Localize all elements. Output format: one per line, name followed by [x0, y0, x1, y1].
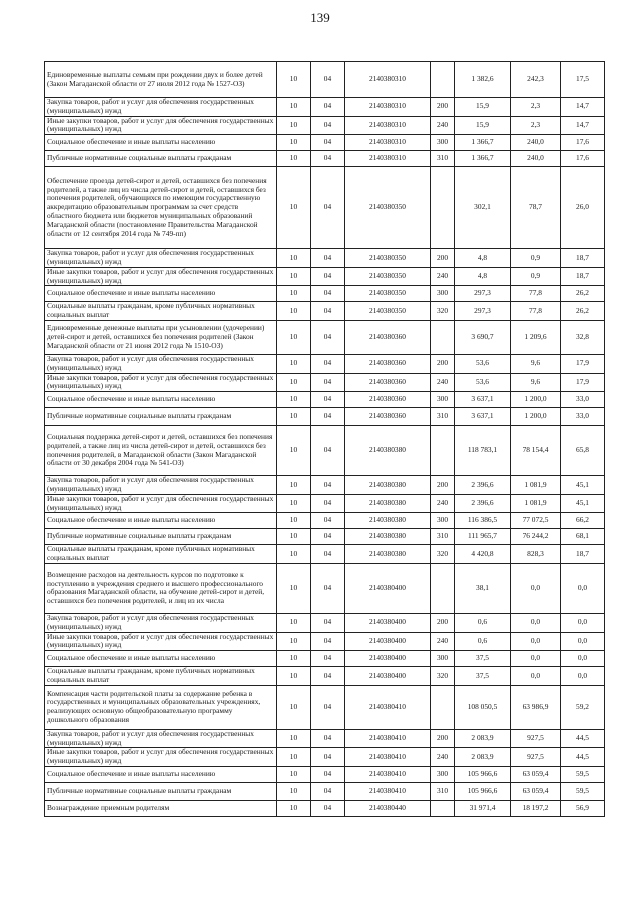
planned-amount-cell: 116 386,5 [455, 513, 511, 529]
section-code-cell: 10 [277, 748, 311, 767]
executed-amount-cell: 0,0 [511, 632, 561, 651]
execution-percent-cell: 44,5 [561, 729, 605, 748]
table-row [45, 302, 605, 321]
table-row [45, 563, 605, 613]
section-code-cell: 10 [277, 151, 311, 167]
row-name-cell: Публичные нормативные социальные выплаты гражданам [45, 408, 277, 426]
subsection-code-cell: 04 [311, 62, 345, 98]
row-name-cell: Иные закупки товаров, работ и услуг для обеспечения государственных (муниципальных) нужд [45, 267, 277, 286]
planned-amount-cell: 4 420,8 [455, 545, 511, 564]
execution-percent-cell: 45,1 [561, 494, 605, 513]
expense-type-cell [431, 563, 455, 613]
subsection-code-cell: 04 [311, 651, 345, 667]
expense-type-cell [431, 320, 455, 354]
planned-amount-cell: 302,1 [455, 167, 511, 249]
target-article-cell: 2140380410 [345, 782, 431, 800]
row-name-cell: Вознаграждение приемным родителям [45, 800, 277, 816]
expense-type-cell [431, 167, 455, 249]
subsection-code-cell: 04 [311, 286, 345, 302]
planned-amount-cell: 1 382,6 [455, 62, 511, 98]
execution-percent-cell: 17,9 [561, 373, 605, 392]
expense-type-cell: 320 [431, 667, 455, 686]
row-name-cell: Социальные выплаты гражданам, кроме публичных нормативных социальных выплат [45, 302, 277, 321]
table-row [45, 116, 605, 135]
section-code-cell: 10 [277, 135, 311, 151]
subsection-code-cell: 04 [311, 613, 345, 632]
execution-percent-cell: 26,0 [561, 167, 605, 249]
planned-amount-cell: 4,8 [455, 267, 511, 286]
target-article-cell: 2140380360 [345, 320, 431, 354]
execution-percent-cell: 18,7 [561, 545, 605, 564]
executed-amount-cell: 63 986,9 [511, 685, 561, 729]
planned-amount-cell: 1 366,7 [455, 135, 511, 151]
expense-type-cell: 200 [431, 729, 455, 748]
executed-amount-cell: 828,3 [511, 545, 561, 564]
subsection-code-cell: 04 [311, 782, 345, 800]
row-name-cell: Единовременные денежные выплаты при усыновлении (удочерении) детей-сирот и детей, оставшихся без попечения родителей (Закон Магаданской области от 21 июня 2012 года № 1510-ОЗ) [45, 320, 277, 354]
expense-type-cell: 300 [431, 766, 455, 782]
target-article-cell: 2140380400 [345, 563, 431, 613]
section-code-cell: 10 [277, 685, 311, 729]
row-name-cell: Публичные нормативные социальные выплаты гражданам [45, 151, 277, 167]
expense-type-cell: 240 [431, 632, 455, 651]
subsection-code-cell: 04 [311, 320, 345, 354]
subsection-code-cell: 04 [311, 249, 345, 268]
section-code-cell: 10 [277, 766, 311, 782]
target-article-cell: 2140380400 [345, 667, 431, 686]
expense-type-cell: 310 [431, 529, 455, 545]
section-code-cell: 10 [277, 782, 311, 800]
table-row [45, 545, 605, 564]
section-code-cell: 10 [277, 354, 311, 373]
planned-amount-cell: 0,6 [455, 632, 511, 651]
planned-amount-cell: 105 966,6 [455, 766, 511, 782]
executed-amount-cell: 927,5 [511, 729, 561, 748]
planned-amount-cell: 297,3 [455, 286, 511, 302]
row-name-cell: Иные закупки товаров, работ и услуг для обеспечения государственных (муниципальных) нужд [45, 116, 277, 135]
table-row [45, 766, 605, 782]
planned-amount-cell: 2 396,6 [455, 476, 511, 495]
row-name-cell: Иные закупки товаров, работ и услуг для обеспечения государственных (муниципальных) нужд [45, 494, 277, 513]
execution-percent-cell: 59,5 [561, 782, 605, 800]
row-name-cell: Социальное обеспечение и иные выплаты населению [45, 766, 277, 782]
row-name-cell: Публичные нормативные социальные выплаты гражданам [45, 529, 277, 545]
expense-type-cell: 200 [431, 98, 455, 117]
section-code-cell: 10 [277, 651, 311, 667]
row-name-cell: Закупка товаров, работ и услуг для обеспечения государственных (муниципальных) нужд [45, 354, 277, 373]
subsection-code-cell: 04 [311, 513, 345, 529]
target-article-cell: 2140380380 [345, 545, 431, 564]
row-name-cell: Обеспечение проезда детей-сирот и детей, оставшихся без попечения родителей, а также лиц из числа детей-сирот и детей, оставшихся без попечения родителей, обучающихся по имеющим государственную аккредитацию образовательным программам за счет средств областного бюджета или бюджетов муниципальных образований Магаданской области (постановление Правительства Магаданской области от 12 сентября 2014 года № 749-пп) [45, 167, 277, 249]
expense-type-cell [431, 685, 455, 729]
target-article-cell: 2140380410 [345, 729, 431, 748]
row-name-cell: Социальная поддержка детей-сирот и детей, оставшихся без попечения родителей, а также лиц из числа детей-сирот и детей, оставшихся без попечения родителей, в Магаданской области (Закон Магаданской области от 30 декабря 2004 года № 541-ОЗ) [45, 426, 277, 476]
subsection-code-cell: 04 [311, 392, 345, 408]
target-article-cell: 2140380360 [345, 408, 431, 426]
executed-amount-cell: 78 154,4 [511, 426, 561, 476]
subsection-code-cell: 04 [311, 167, 345, 249]
subsection-code-cell: 04 [311, 408, 345, 426]
executed-amount-cell: 63 059,4 [511, 766, 561, 782]
executed-amount-cell: 240,0 [511, 135, 561, 151]
execution-percent-cell: 0,0 [561, 667, 605, 686]
executed-amount-cell: 0,0 [511, 563, 561, 613]
row-name-cell: Компенсация части родительской платы за содержание ребенка в государственных и муниципальных образовательных учреждениях, реализующих основную общеобразовательную программу дошкольного образования [45, 685, 277, 729]
planned-amount-cell: 2 083,9 [455, 729, 511, 748]
executed-amount-cell: 77,8 [511, 286, 561, 302]
table-row [45, 729, 605, 748]
executed-amount-cell: 1 081,9 [511, 494, 561, 513]
table-row [45, 782, 605, 800]
execution-percent-cell: 0,0 [561, 632, 605, 651]
expense-type-cell: 200 [431, 613, 455, 632]
table-row [45, 476, 605, 495]
row-name-cell: Социальные выплаты гражданам, кроме публичных нормативных социальных выплат [45, 545, 277, 564]
target-article-cell: 2140380410 [345, 748, 431, 767]
subsection-code-cell: 04 [311, 494, 345, 513]
target-article-cell: 2140380350 [345, 167, 431, 249]
section-code-cell: 10 [277, 302, 311, 321]
execution-percent-cell: 17,6 [561, 151, 605, 167]
section-code-cell: 10 [277, 408, 311, 426]
executed-amount-cell: 242,3 [511, 62, 561, 98]
executed-amount-cell: 0,0 [511, 667, 561, 686]
expense-type-cell: 300 [431, 651, 455, 667]
subsection-code-cell: 04 [311, 632, 345, 651]
execution-percent-cell: 26,2 [561, 302, 605, 321]
expense-type-cell: 300 [431, 392, 455, 408]
executed-amount-cell: 9,6 [511, 354, 561, 373]
table-row [45, 685, 605, 729]
execution-percent-cell: 17,9 [561, 354, 605, 373]
section-code-cell: 10 [277, 392, 311, 408]
budget-table [44, 61, 605, 817]
section-code-cell: 10 [277, 116, 311, 135]
subsection-code-cell: 04 [311, 563, 345, 613]
target-article-cell: 2140380350 [345, 302, 431, 321]
planned-amount-cell: 15,9 [455, 116, 511, 135]
expense-type-cell: 310 [431, 408, 455, 426]
execution-percent-cell: 59,5 [561, 766, 605, 782]
subsection-code-cell: 04 [311, 98, 345, 117]
planned-amount-cell: 297,3 [455, 302, 511, 321]
execution-percent-cell: 17,6 [561, 135, 605, 151]
subsection-code-cell: 04 [311, 476, 345, 495]
table-row [45, 267, 605, 286]
executed-amount-cell: 78,7 [511, 167, 561, 249]
planned-amount-cell: 31 971,4 [455, 800, 511, 816]
section-code-cell: 10 [277, 613, 311, 632]
target-article-cell: 2140380310 [345, 151, 431, 167]
execution-percent-cell: 18,7 [561, 267, 605, 286]
planned-amount-cell: 118 783,1 [455, 426, 511, 476]
target-article-cell: 2140380380 [345, 529, 431, 545]
expense-type-cell [431, 62, 455, 98]
section-code-cell: 10 [277, 249, 311, 268]
target-article-cell: 2140380410 [345, 685, 431, 729]
table-row [45, 513, 605, 529]
table-row [45, 135, 605, 151]
expense-type-cell: 310 [431, 782, 455, 800]
expense-type-cell: 320 [431, 545, 455, 564]
subsection-code-cell: 04 [311, 354, 345, 373]
planned-amount-cell: 111 965,7 [455, 529, 511, 545]
row-name-cell: Закупка товаров, работ и услуг для обеспечения государственных (муниципальных) нужд [45, 729, 277, 748]
execution-percent-cell: 17,5 [561, 62, 605, 98]
table-row [45, 494, 605, 513]
executed-amount-cell: 63 059,4 [511, 782, 561, 800]
row-name-cell: Социальное обеспечение и иные выплаты населению [45, 513, 277, 529]
table-row [45, 529, 605, 545]
expense-type-cell: 240 [431, 748, 455, 767]
expense-type-cell: 320 [431, 302, 455, 321]
table-row [45, 151, 605, 167]
target-article-cell: 2140380360 [345, 354, 431, 373]
execution-percent-cell: 44,5 [561, 748, 605, 767]
planned-amount-cell: 53,6 [455, 373, 511, 392]
executed-amount-cell: 240,0 [511, 151, 561, 167]
planned-amount-cell: 3 637,1 [455, 408, 511, 426]
target-article-cell: 2140380400 [345, 632, 431, 651]
executed-amount-cell: 0,0 [511, 613, 561, 632]
execution-percent-cell: 59,2 [561, 685, 605, 729]
planned-amount-cell: 2 396,6 [455, 494, 511, 513]
planned-amount-cell: 108 050,5 [455, 685, 511, 729]
planned-amount-cell: 37,5 [455, 651, 511, 667]
target-article-cell: 2140380360 [345, 392, 431, 408]
row-name-cell: Социальное обеспечение и иные выплаты населению [45, 135, 277, 151]
execution-percent-cell: 66,2 [561, 513, 605, 529]
table-row [45, 320, 605, 354]
executed-amount-cell: 0,0 [511, 651, 561, 667]
table-row [45, 426, 605, 476]
executed-amount-cell: 1 209,6 [511, 320, 561, 354]
expense-type-cell: 300 [431, 513, 455, 529]
subsection-code-cell: 04 [311, 748, 345, 767]
executed-amount-cell: 1 200,0 [511, 408, 561, 426]
subsection-code-cell: 04 [311, 529, 345, 545]
subsection-code-cell: 04 [311, 373, 345, 392]
target-article-cell: 2140380310 [345, 116, 431, 135]
subsection-code-cell: 04 [311, 667, 345, 686]
executed-amount-cell: 77 072,5 [511, 513, 561, 529]
planned-amount-cell: 53,6 [455, 354, 511, 373]
section-code-cell: 10 [277, 167, 311, 249]
expense-type-cell: 200 [431, 476, 455, 495]
subsection-code-cell: 04 [311, 267, 345, 286]
executed-amount-cell: 18 197,2 [511, 800, 561, 816]
target-article-cell: 2140380380 [345, 426, 431, 476]
execution-percent-cell: 26,2 [561, 286, 605, 302]
table-row [45, 613, 605, 632]
subsection-code-cell: 04 [311, 426, 345, 476]
execution-percent-cell: 68,1 [561, 529, 605, 545]
execution-percent-cell: 65,8 [561, 426, 605, 476]
table-row [45, 748, 605, 767]
subsection-code-cell: 04 [311, 151, 345, 167]
execution-percent-cell: 32,8 [561, 320, 605, 354]
target-article-cell: 2140380380 [345, 476, 431, 495]
planned-amount-cell: 37,5 [455, 667, 511, 686]
section-code-cell: 10 [277, 667, 311, 686]
table-row [45, 651, 605, 667]
planned-amount-cell: 4,8 [455, 249, 511, 268]
row-name-cell: Закупка товаров, работ и услуг для обеспечения государственных (муниципальных) нужд [45, 476, 277, 495]
row-name-cell: Публичные нормативные социальные выплаты гражданам [45, 782, 277, 800]
target-article-cell: 2140380360 [345, 373, 431, 392]
expense-type-cell: 310 [431, 151, 455, 167]
section-code-cell: 10 [277, 529, 311, 545]
section-code-cell: 10 [277, 563, 311, 613]
execution-percent-cell: 33,0 [561, 392, 605, 408]
planned-amount-cell: 105 966,6 [455, 782, 511, 800]
execution-percent-cell: 0,0 [561, 613, 605, 632]
section-code-cell: 10 [277, 286, 311, 302]
table-row [45, 408, 605, 426]
target-article-cell: 2140380310 [345, 62, 431, 98]
table-row [45, 167, 605, 249]
executed-amount-cell: 77,8 [511, 302, 561, 321]
executed-amount-cell: 927,5 [511, 748, 561, 767]
executed-amount-cell: 1 200,0 [511, 392, 561, 408]
subsection-code-cell: 04 [311, 116, 345, 135]
table-row [45, 354, 605, 373]
expense-type-cell: 200 [431, 249, 455, 268]
subsection-code-cell: 04 [311, 729, 345, 748]
row-name-cell: Социальное обеспечение и иные выплаты населению [45, 392, 277, 408]
planned-amount-cell: 15,9 [455, 98, 511, 117]
section-code-cell: 10 [277, 426, 311, 476]
row-name-cell: Иные закупки товаров, работ и услуг для обеспечения государственных (муниципальных) нужд [45, 632, 277, 651]
expense-type-cell: 240 [431, 494, 455, 513]
table-row [45, 62, 605, 98]
execution-percent-cell: 14,7 [561, 98, 605, 117]
row-name-cell: Закупка товаров, работ и услуг для обеспечения государственных (муниципальных) нужд [45, 249, 277, 268]
execution-percent-cell: 0,0 [561, 651, 605, 667]
executed-amount-cell: 2,3 [511, 116, 561, 135]
page-number: 139 [310, 10, 330, 25]
target-article-cell: 2140380410 [345, 766, 431, 782]
section-code-cell: 10 [277, 98, 311, 117]
section-code-cell: 10 [277, 62, 311, 98]
row-name-cell: Единовременные выплаты семьям при рождении двух и более детей (Закон Магаданской области от 27 июля 2012 года № 1527-ОЗ) [45, 62, 277, 98]
section-code-cell: 10 [277, 267, 311, 286]
target-article-cell: 2140380350 [345, 267, 431, 286]
target-article-cell: 2140380350 [345, 249, 431, 268]
expense-type-cell [431, 800, 455, 816]
target-article-cell: 2140380310 [345, 135, 431, 151]
execution-percent-cell: 14,7 [561, 116, 605, 135]
table-row [45, 286, 605, 302]
table-row [45, 249, 605, 268]
planned-amount-cell: 3 690,7 [455, 320, 511, 354]
planned-amount-cell: 3 637,1 [455, 392, 511, 408]
execution-percent-cell: 0,0 [561, 563, 605, 613]
execution-percent-cell: 45,1 [561, 476, 605, 495]
executed-amount-cell: 76 244,2 [511, 529, 561, 545]
executed-amount-cell: 9,6 [511, 373, 561, 392]
section-code-cell: 10 [277, 320, 311, 354]
row-name-cell: Социальные выплаты гражданам, кроме публичных нормативных социальных выплат [45, 667, 277, 686]
expense-type-cell [431, 426, 455, 476]
executed-amount-cell: 1 081,9 [511, 476, 561, 495]
table-row [45, 632, 605, 651]
row-name-cell: Социальное обеспечение и иные выплаты населению [45, 651, 277, 667]
target-article-cell: 2140380310 [345, 98, 431, 117]
target-article-cell: 2140380350 [345, 286, 431, 302]
subsection-code-cell: 04 [311, 302, 345, 321]
execution-percent-cell: 56,9 [561, 800, 605, 816]
executed-amount-cell: 0,9 [511, 249, 561, 268]
planned-amount-cell: 38,1 [455, 563, 511, 613]
section-code-cell: 10 [277, 373, 311, 392]
section-code-cell: 10 [277, 513, 311, 529]
expense-type-cell: 300 [431, 135, 455, 151]
row-name-cell: Закупка товаров, работ и услуг для обеспечения государственных (муниципальных) нужд [45, 613, 277, 632]
target-article-cell: 2140380380 [345, 494, 431, 513]
row-name-cell: Иные закупки товаров, работ и услуг для обеспечения государственных (муниципальных) нужд [45, 748, 277, 767]
section-code-cell: 10 [277, 729, 311, 748]
table-row [45, 667, 605, 686]
target-article-cell: 2140380380 [345, 513, 431, 529]
subsection-code-cell: 04 [311, 800, 345, 816]
section-code-cell: 10 [277, 632, 311, 651]
subsection-code-cell: 04 [311, 766, 345, 782]
table-row [45, 373, 605, 392]
expense-type-cell: 240 [431, 116, 455, 135]
section-code-cell: 10 [277, 545, 311, 564]
target-article-cell: 2140380440 [345, 800, 431, 816]
row-name-cell: Возмещение расходов на деятельность курсов по подготовке к поступлению в учреждения среднего и высшего профессионального образования Магаданской области, на обучение детей-сирот и детей, оставшихся без попечения родителей, и лиц из их числа [45, 563, 277, 613]
table-row [45, 98, 605, 117]
subsection-code-cell: 04 [311, 135, 345, 151]
table-row [45, 800, 605, 816]
executed-amount-cell: 2,3 [511, 98, 561, 117]
section-code-cell: 10 [277, 494, 311, 513]
execution-percent-cell: 18,7 [561, 249, 605, 268]
planned-amount-cell: 0,6 [455, 613, 511, 632]
expense-type-cell: 300 [431, 286, 455, 302]
section-code-cell: 10 [277, 476, 311, 495]
row-name-cell: Закупка товаров, работ и услуг для обеспечения государственных (муниципальных) нужд [45, 98, 277, 117]
planned-amount-cell: 2 083,9 [455, 748, 511, 767]
planned-amount-cell: 1 366,7 [455, 151, 511, 167]
target-article-cell: 2140380400 [345, 651, 431, 667]
expense-type-cell: 200 [431, 354, 455, 373]
expense-type-cell: 240 [431, 373, 455, 392]
executed-amount-cell: 0,9 [511, 267, 561, 286]
execution-percent-cell: 33,0 [561, 408, 605, 426]
target-article-cell: 2140380400 [345, 613, 431, 632]
table-row [45, 392, 605, 408]
expense-type-cell: 240 [431, 267, 455, 286]
budget-table-body [45, 62, 605, 817]
subsection-code-cell: 04 [311, 545, 345, 564]
section-code-cell: 10 [277, 800, 311, 816]
row-name-cell: Иные закупки товаров, работ и услуг для обеспечения государственных (муниципальных) нужд [45, 373, 277, 392]
subsection-code-cell: 04 [311, 685, 345, 729]
row-name-cell: Социальное обеспечение и иные выплаты населению [45, 286, 277, 302]
